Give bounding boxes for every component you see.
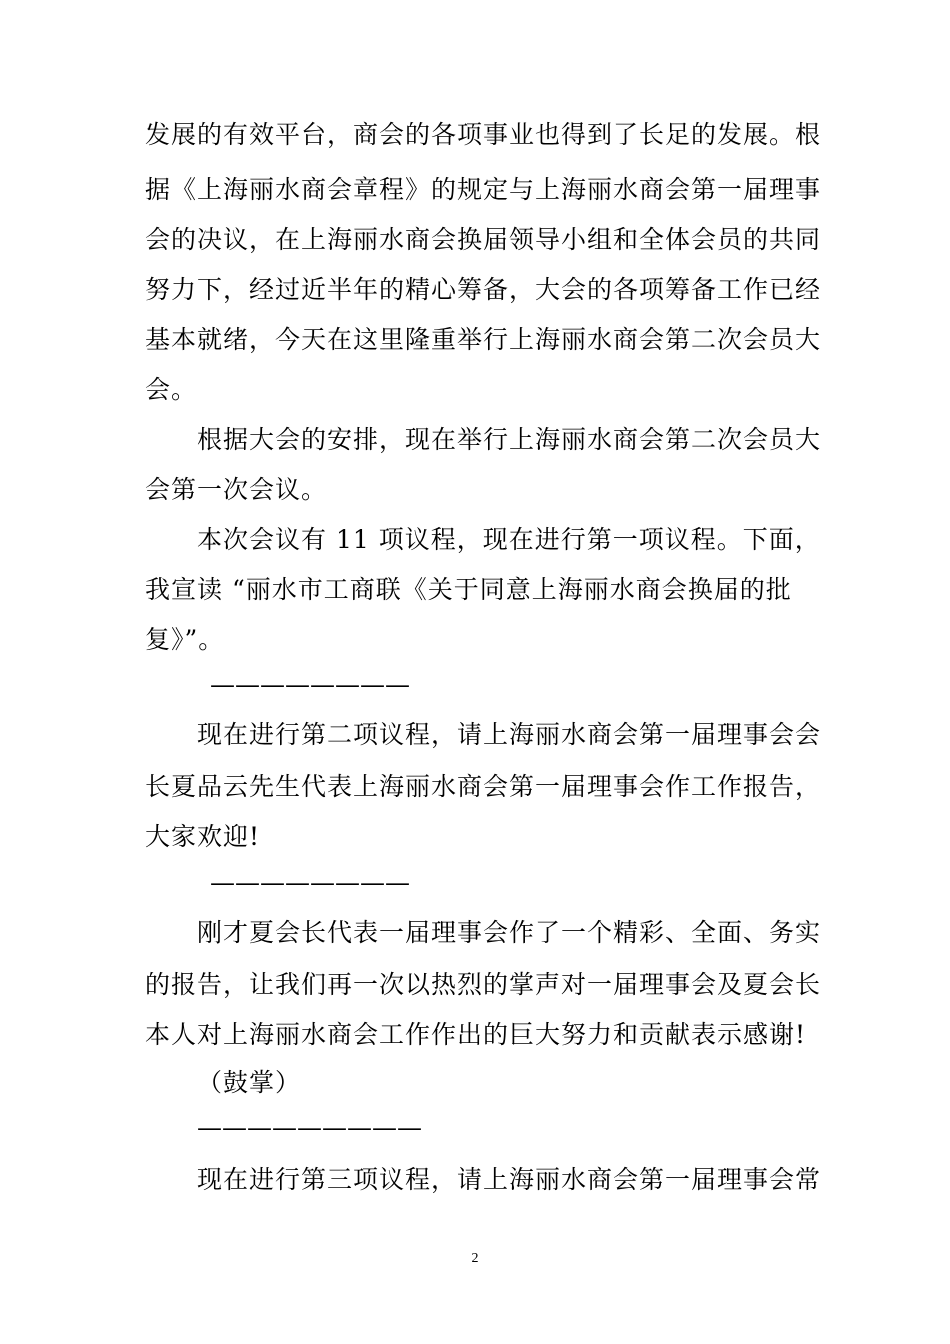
text-line: 本次会议有 11 项议程，现在进行第一项议程。下面， — [197, 525, 821, 554]
text-line: 的报告，让我们再一次以热烈的掌声对一届理事会及夏会长 — [145, 970, 822, 999]
text-line: 刚才夏会长代表一届理事会作了一个精彩、全面、务实 — [197, 918, 822, 947]
text-line: 努力下，经过近半年的精心筹备，大会的各项筹备工作已经 — [145, 275, 822, 304]
text-line: 发展的有效平台，商会的各项事业也得到了长足的发展。根 — [145, 120, 822, 149]
text-line: （鼓掌） — [197, 1068, 302, 1097]
page-number: 2 — [471, 1251, 479, 1266]
separator-dashes: ————————— — [197, 1113, 422, 1142]
text-line: 据《上海丽水商会章程》的规定与上海丽水商会第一届理事 — [145, 175, 822, 204]
text-line: 复》”。 — [145, 625, 225, 654]
text-line: 本人对上海丽水商会工作作出的巨大努力和贡献表示感谢! — [145, 1020, 807, 1049]
text-line: 长夏品云先生代表上海丽水商会第一届理事会作工作报告， — [145, 772, 822, 801]
text-line: 现在进行第三项议程，请上海丽水商会第一届理事会常 — [197, 1165, 822, 1194]
text-line: 我宣读 “丽水市工商联《关于同意上海丽水商会换届的批 — [145, 575, 792, 604]
separator-dashes: ———————— — [210, 868, 410, 897]
text-line: 基本就绪，今天在这里隆重举行上海丽水商会第二次会员大 — [145, 325, 822, 354]
text-line: 会。 — [145, 375, 198, 404]
text-line: 现在进行第二项议程，请上海丽水商会第一届理事会会 — [197, 720, 822, 749]
text-line: 根据大会的安排，现在举行上海丽水商会第二次会员大 — [197, 425, 822, 454]
text-line: 会第一次会议。 — [145, 475, 328, 504]
text-line: 会的决议，在上海丽水商会换届领导小组和全体会员的共同 — [145, 225, 822, 254]
separator-dashes: ———————— — [210, 670, 410, 699]
text-line: 大家欢迎! — [145, 822, 261, 851]
